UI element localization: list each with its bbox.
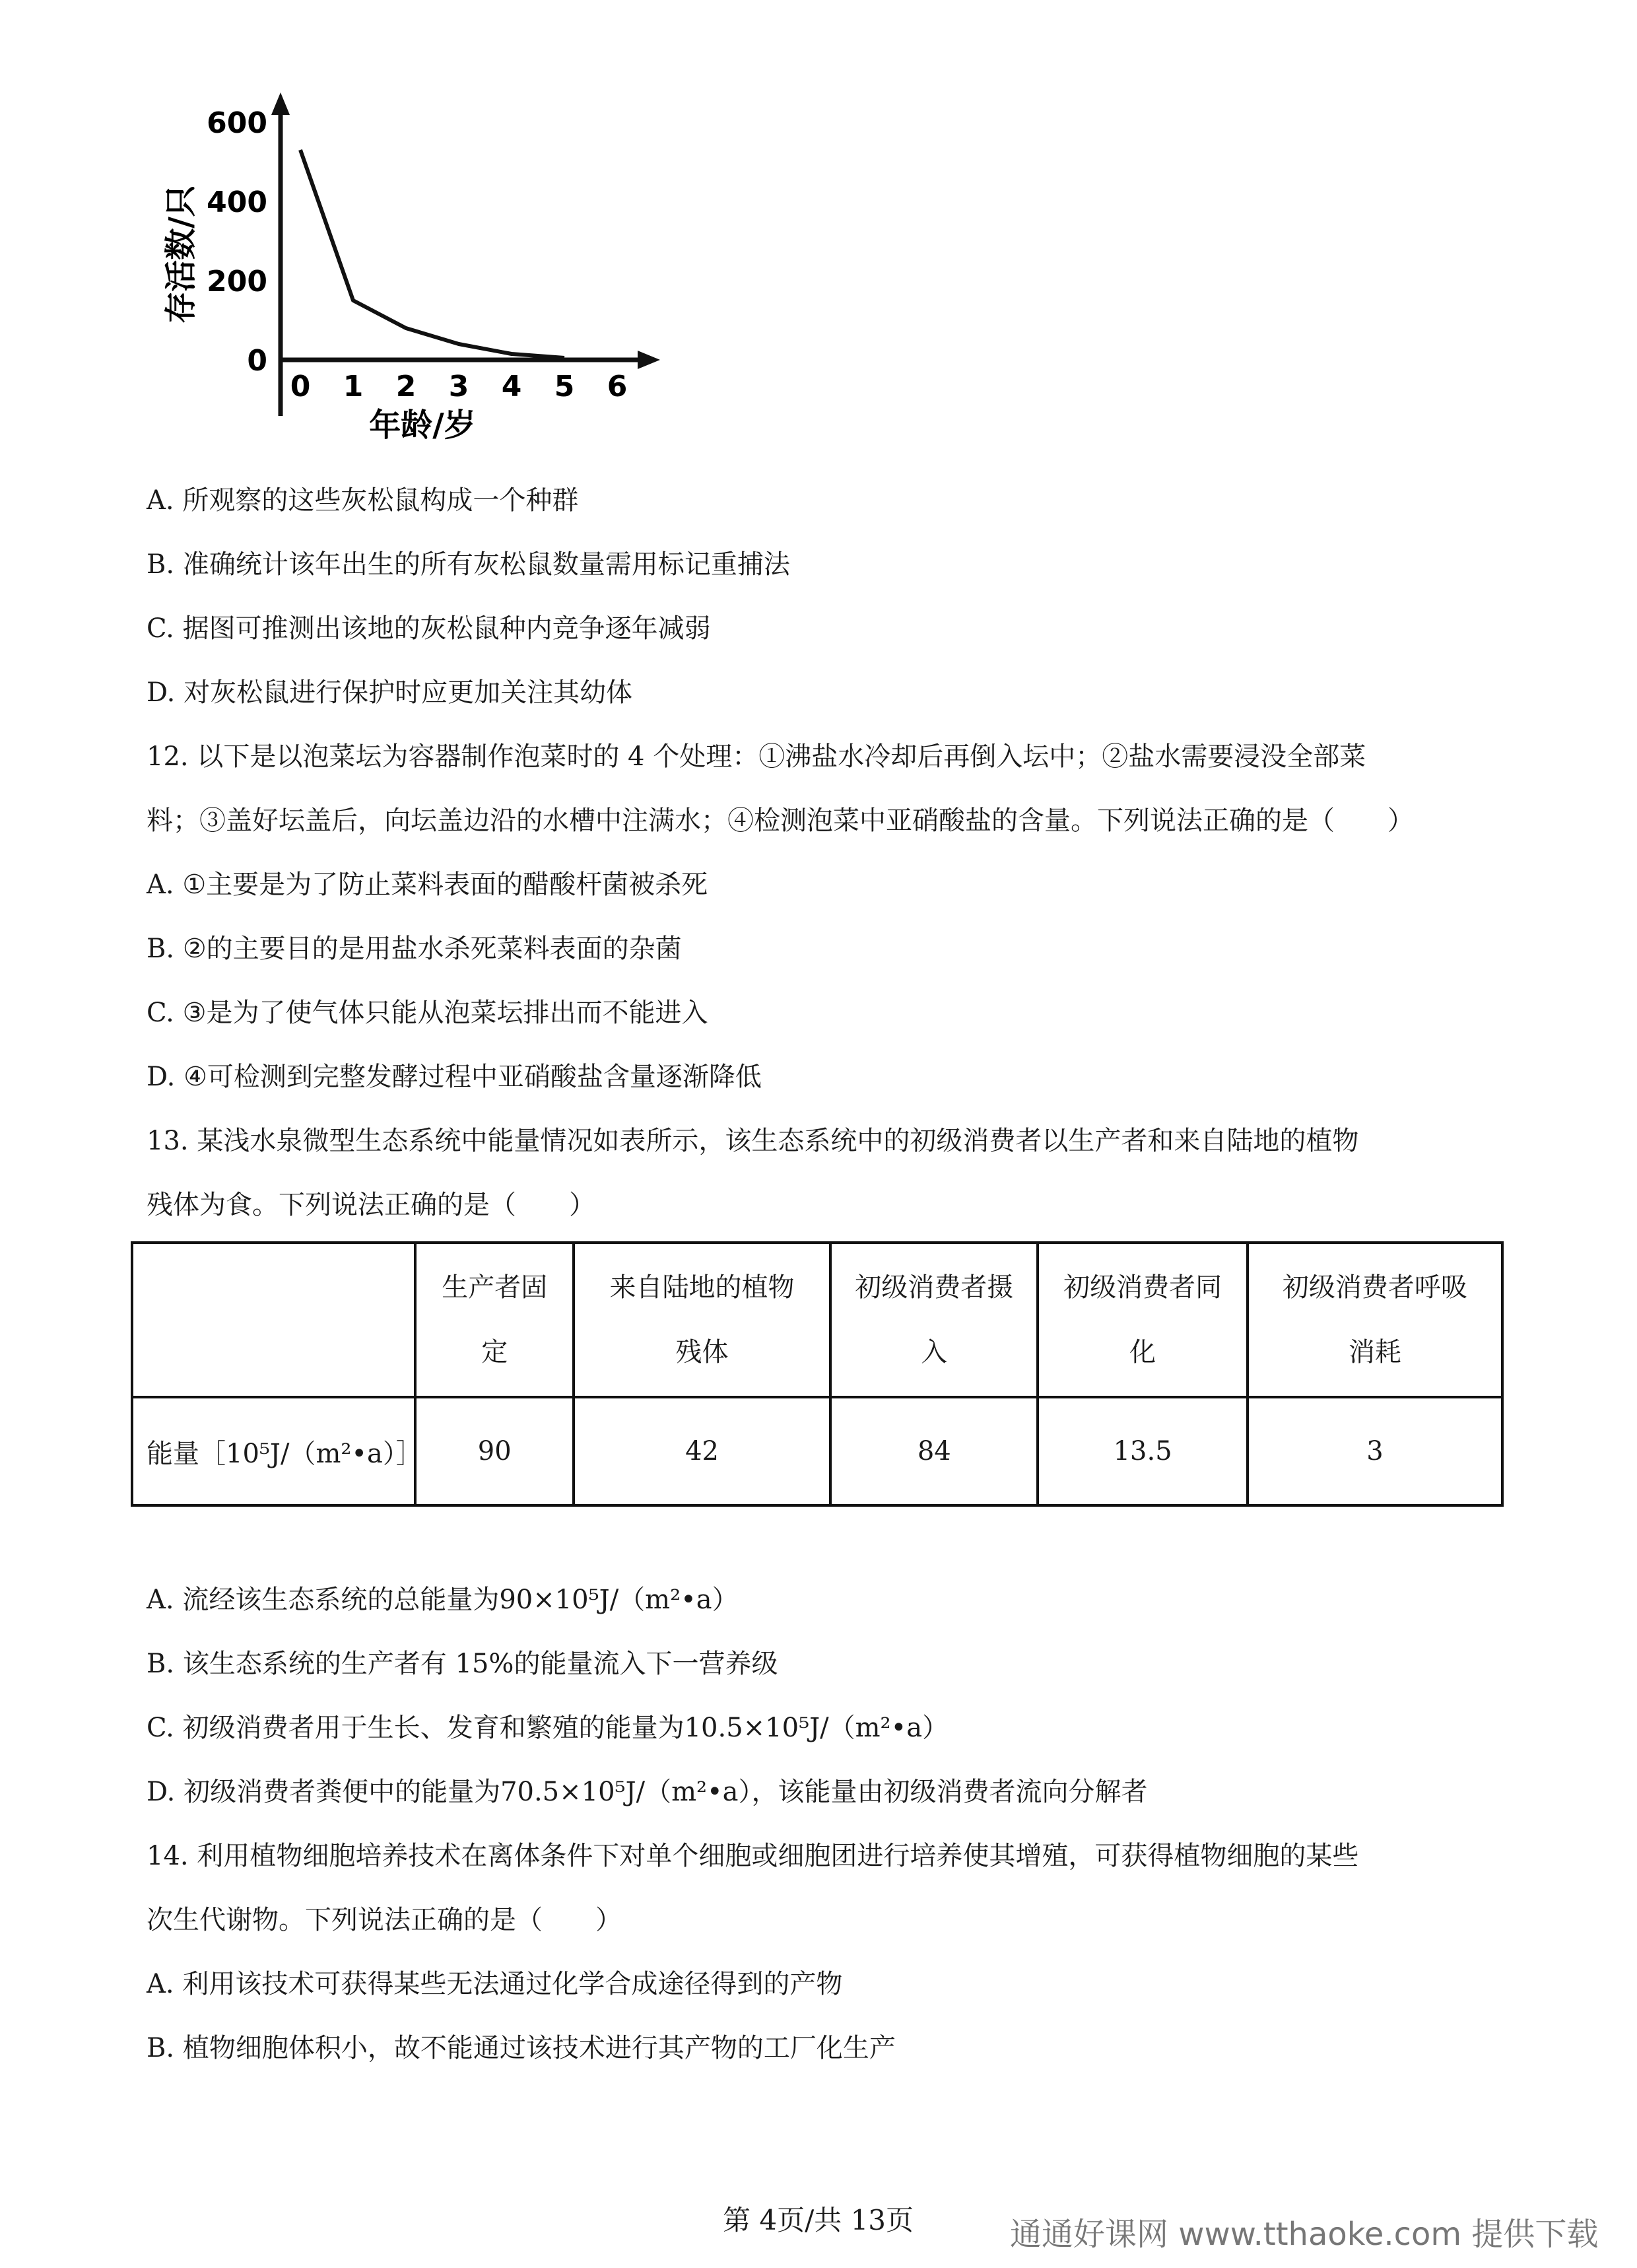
- x-tick-label: 6: [607, 370, 628, 403]
- q14-stem-line2: 次生代谢物。下列说法正确的是（ ）: [147, 1905, 622, 1935]
- q13-stem-line2: 残体为食。下列说法正确的是（ ）: [147, 1190, 595, 1220]
- table-cell: 84: [830, 1397, 1038, 1505]
- x-axis: [281, 351, 660, 369]
- survival-curve: [300, 150, 564, 358]
- table-header-cell: [132, 1243, 415, 1397]
- y-axis: [271, 92, 290, 416]
- table-cell: 3: [1248, 1397, 1502, 1505]
- q13-option-a: A. 流经该生态系统的总能量为90×10⁵J/（m²•a）: [147, 1585, 739, 1615]
- q13-option-c: C. 初级消费者用于生长、发育和繁殖的能量为10.5×10⁵J/（m²•a）: [147, 1713, 949, 1743]
- table-header-cell: 初级消费者呼吸 消耗: [1248, 1243, 1502, 1397]
- survival-chart: [132, 86, 673, 456]
- q12-option-a: A. ①主要是为了防止菜料表面的醋酸杆菌被杀死: [147, 870, 708, 900]
- table-header-cell: 来自陆地的植物 残体: [574, 1243, 830, 1397]
- x-tick-label: 4: [501, 370, 522, 403]
- energy-table: [131, 1241, 1504, 1507]
- y-tick-label: 0: [247, 344, 267, 378]
- q11-option-b: B. 准确统计该年出生的所有灰松鼠数量需用标记重捕法: [147, 549, 790, 580]
- x-tick-label: 3: [448, 370, 469, 403]
- q12-stem-line2: 料；③盖好坛盖后，向坛盖边沿的水槽中注满水；④检测泡菜中亚硝酸盐的含量。下列说法正确的是（ ）: [147, 806, 1414, 836]
- page-number: 第 4页/共 13页: [723, 2204, 914, 2236]
- table-row: [132, 1397, 1502, 1505]
- q13-option-b: B. 该生态系统的生产者有 15%的能量流入下一营养级: [147, 1649, 778, 1679]
- table-header-cell: 生产者固 定: [415, 1243, 574, 1397]
- q11-option-a: A. 所观察的这些灰松鼠构成一个种群: [147, 485, 579, 516]
- q14-stem-line1: 14. 利用植物细胞培养技术在离体条件下对单个细胞或细胞团进行培养使其增殖，可获得植物细胞的某些: [147, 1841, 1359, 1871]
- q12-option-c: C. ③是为了使气体只能从泡菜坛排出而不能进入: [147, 998, 708, 1028]
- table-cell: 13.5: [1038, 1397, 1247, 1505]
- x-tick-label: 1: [343, 370, 364, 403]
- x-axis-label: 年龄/岁: [369, 407, 476, 444]
- x-tick-label: 5: [554, 370, 575, 403]
- y-tick-label: 200: [207, 265, 267, 298]
- q13-stem-line1: 13. 某浅水泉微型生态系统中能量情况如表所示，该生态系统中的初级消费者以生产者和来自陆地的植物: [147, 1126, 1359, 1156]
- q11-option-c: C. 据图可推测出该地的灰松鼠种内竞争逐年减弱: [147, 613, 711, 644]
- q12-option-d: D. ④可检测到完整发酵过程中亚硝酸盐含量逐渐降低: [147, 1062, 762, 1092]
- table-header-cell: 初级消费者摄 入: [830, 1243, 1038, 1397]
- table-header-row: [132, 1243, 1502, 1397]
- q12-option-b: B. ②的主要目的是用盐水杀死菜料表面的杂菌: [147, 934, 682, 964]
- x-tick-label: 2: [395, 370, 417, 403]
- x-tick-label: 0: [290, 370, 311, 403]
- table-row-label: 能量［10⁵J/（m²•a）］: [132, 1397, 415, 1505]
- table-cell: 42: [574, 1397, 830, 1505]
- q11-option-d: D. 对灰松鼠进行保护时应更加关注其幼体: [147, 677, 633, 708]
- q14-option-a: A. 利用该技术可获得某些无法通过化学合成途径得到的产物: [147, 1969, 843, 1999]
- q14-option-b: B. 植物细胞体积小，故不能通过该技术进行其产物的工厂化生产: [147, 2033, 896, 2063]
- q12-stem-line1: 12. 以下是以泡菜坛为容器制作泡菜时的 4 个处理：①沸盐水冷却后再倒入坛中；②盐水需要浸没全部菜: [147, 741, 1366, 772]
- watermark: 通通好课网 www.tthaoke.com 提供下载: [1010, 2216, 1599, 2253]
- y-tick-label: 600: [207, 106, 267, 140]
- y-axis-label: 存活数/只: [162, 185, 199, 324]
- q13-option-d: D. 初级消费者粪便中的能量为70.5×10⁵J/（m²•a），该能量由初级消费者流向分解者: [147, 1777, 1148, 1807]
- table-cell: 90: [415, 1397, 574, 1505]
- table-header-cell: 初级消费者同 化: [1038, 1243, 1247, 1397]
- y-tick-label: 400: [207, 186, 267, 219]
